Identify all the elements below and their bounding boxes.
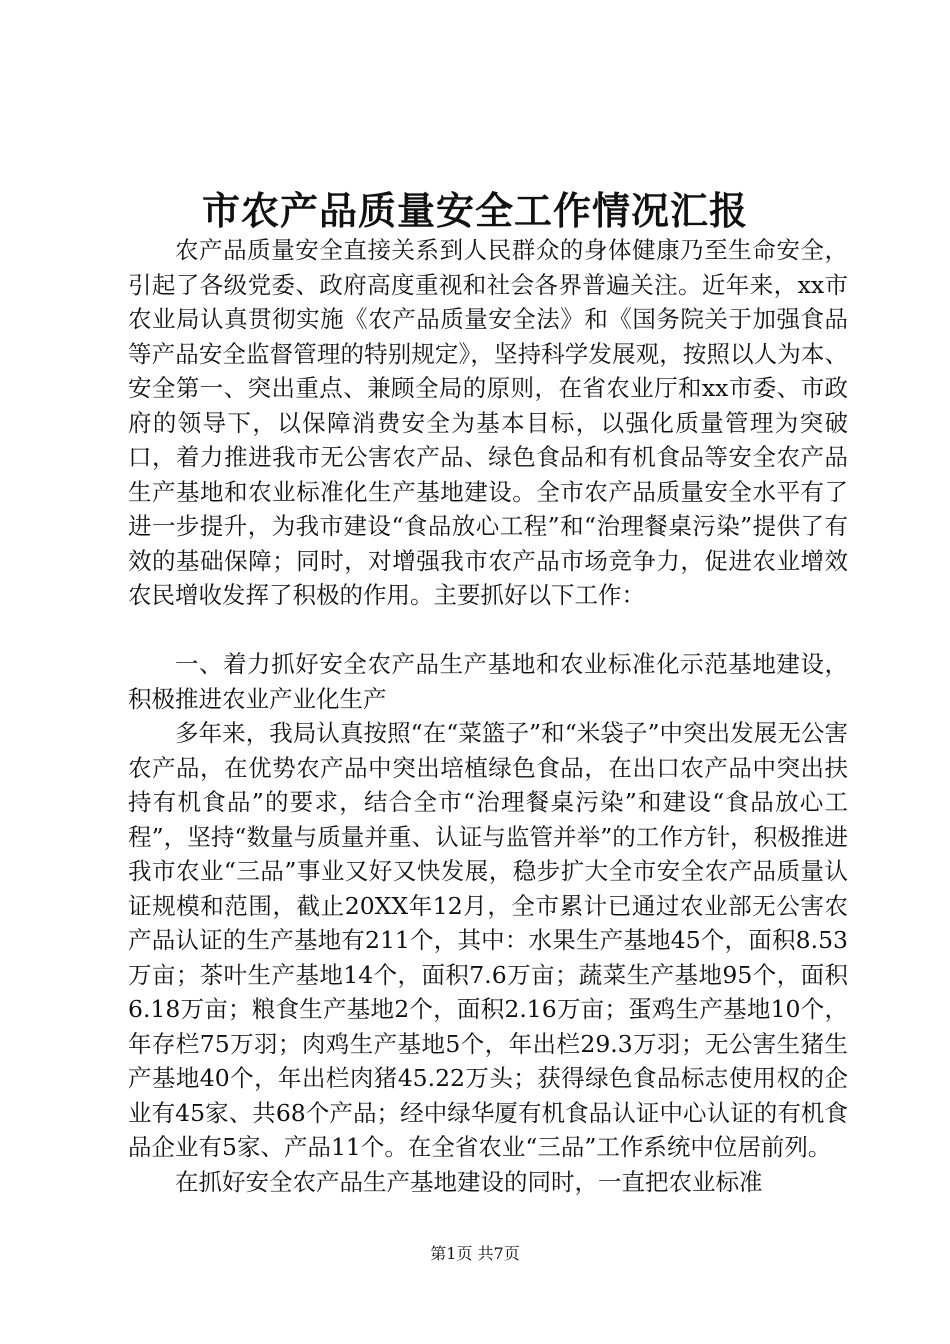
document-title: 市农产品质量安全工作情况汇报 <box>201 188 748 233</box>
paragraph-intro: 农产品质量安全直接关系到人民群众的身体健康乃至生命安全，引起了各级党委、政府高度重视和社会各界普遍关注。近年来，xx市农业局认真贯彻实施《农产品质量安全法》和《国务院关于加强食品等产品安全监督管理的特别规定》，坚持科学发展观，按照以人为本、安全第一、突出重点、兼顾全局的原则，在省农业厅和xx市委、市政府的领导下，以保障消费安全为基本目标，以强化质量管理为突破口，着力推进我市无公害农产品、绿色食品和有机食品等安全农产品生产基地和农业标准化生产基地建设。全市农产品质量安全水平有了进一步提升，为我市建设“食品放心工程”和“治理餐桌污染”提供了有效的基础保障；同时，对增强我市农产品市场竞争力，促进农业增效农民增收发挥了积极的作用。主要抓好以下工作： <box>128 236 848 609</box>
section-heading-1: 一、着力抓好安全农产品生产基地和农业标准化示范基地建设，积极推进农业产业化生产 <box>128 650 848 713</box>
document-body <box>128 233 848 1199</box>
paragraph-continuation: 在抓好安全农产品生产基地建设的同时，一直把农业标准 <box>175 1167 763 1196</box>
paragraph-achievements: 多年来，我局认真按照“在“菜篮子”和“米袋子”中突出发展无公害农产品，在优势农产品中突出培植绿色食品，在出口农产品中突出扶持有机食品”的要求，结合全市“治理餐桌污染”和建设“食品放心工程”，坚持“数量与质量并重、认证与监管并举”的工作方针，积极推进我市农业“三品”事业又好又快发展，稳步扩大全市安全农产品质量认证规模和范围，截止20XX年12月，全市累计已通过农业部无公害农产品认证的生产基地有211个，其中：水果生产基地45个，面积8.53万亩；茶叶生产基地14个，面积7.6万亩；蔬菜生产基地95个，面积6.18万亩；粮食生产基地2个，面积2.16万亩；蛋鸡生产基地10个，年存栏75万羽；肉鸡生产基地5个，年出栏29.3万羽；无公害生猪生产基地40个，年出栏肉猪45.22万头；获得绿色食品标志使用权的企业有45家、共68个产品；经中绿华厦有机食品认证中心认证的有机食品企业有5家、产品11个。在全省农业“三品”工作系统中位居前列。 <box>128 719 848 1161</box>
page-number-footer: 第1页 共7页 <box>430 1244 520 1263</box>
